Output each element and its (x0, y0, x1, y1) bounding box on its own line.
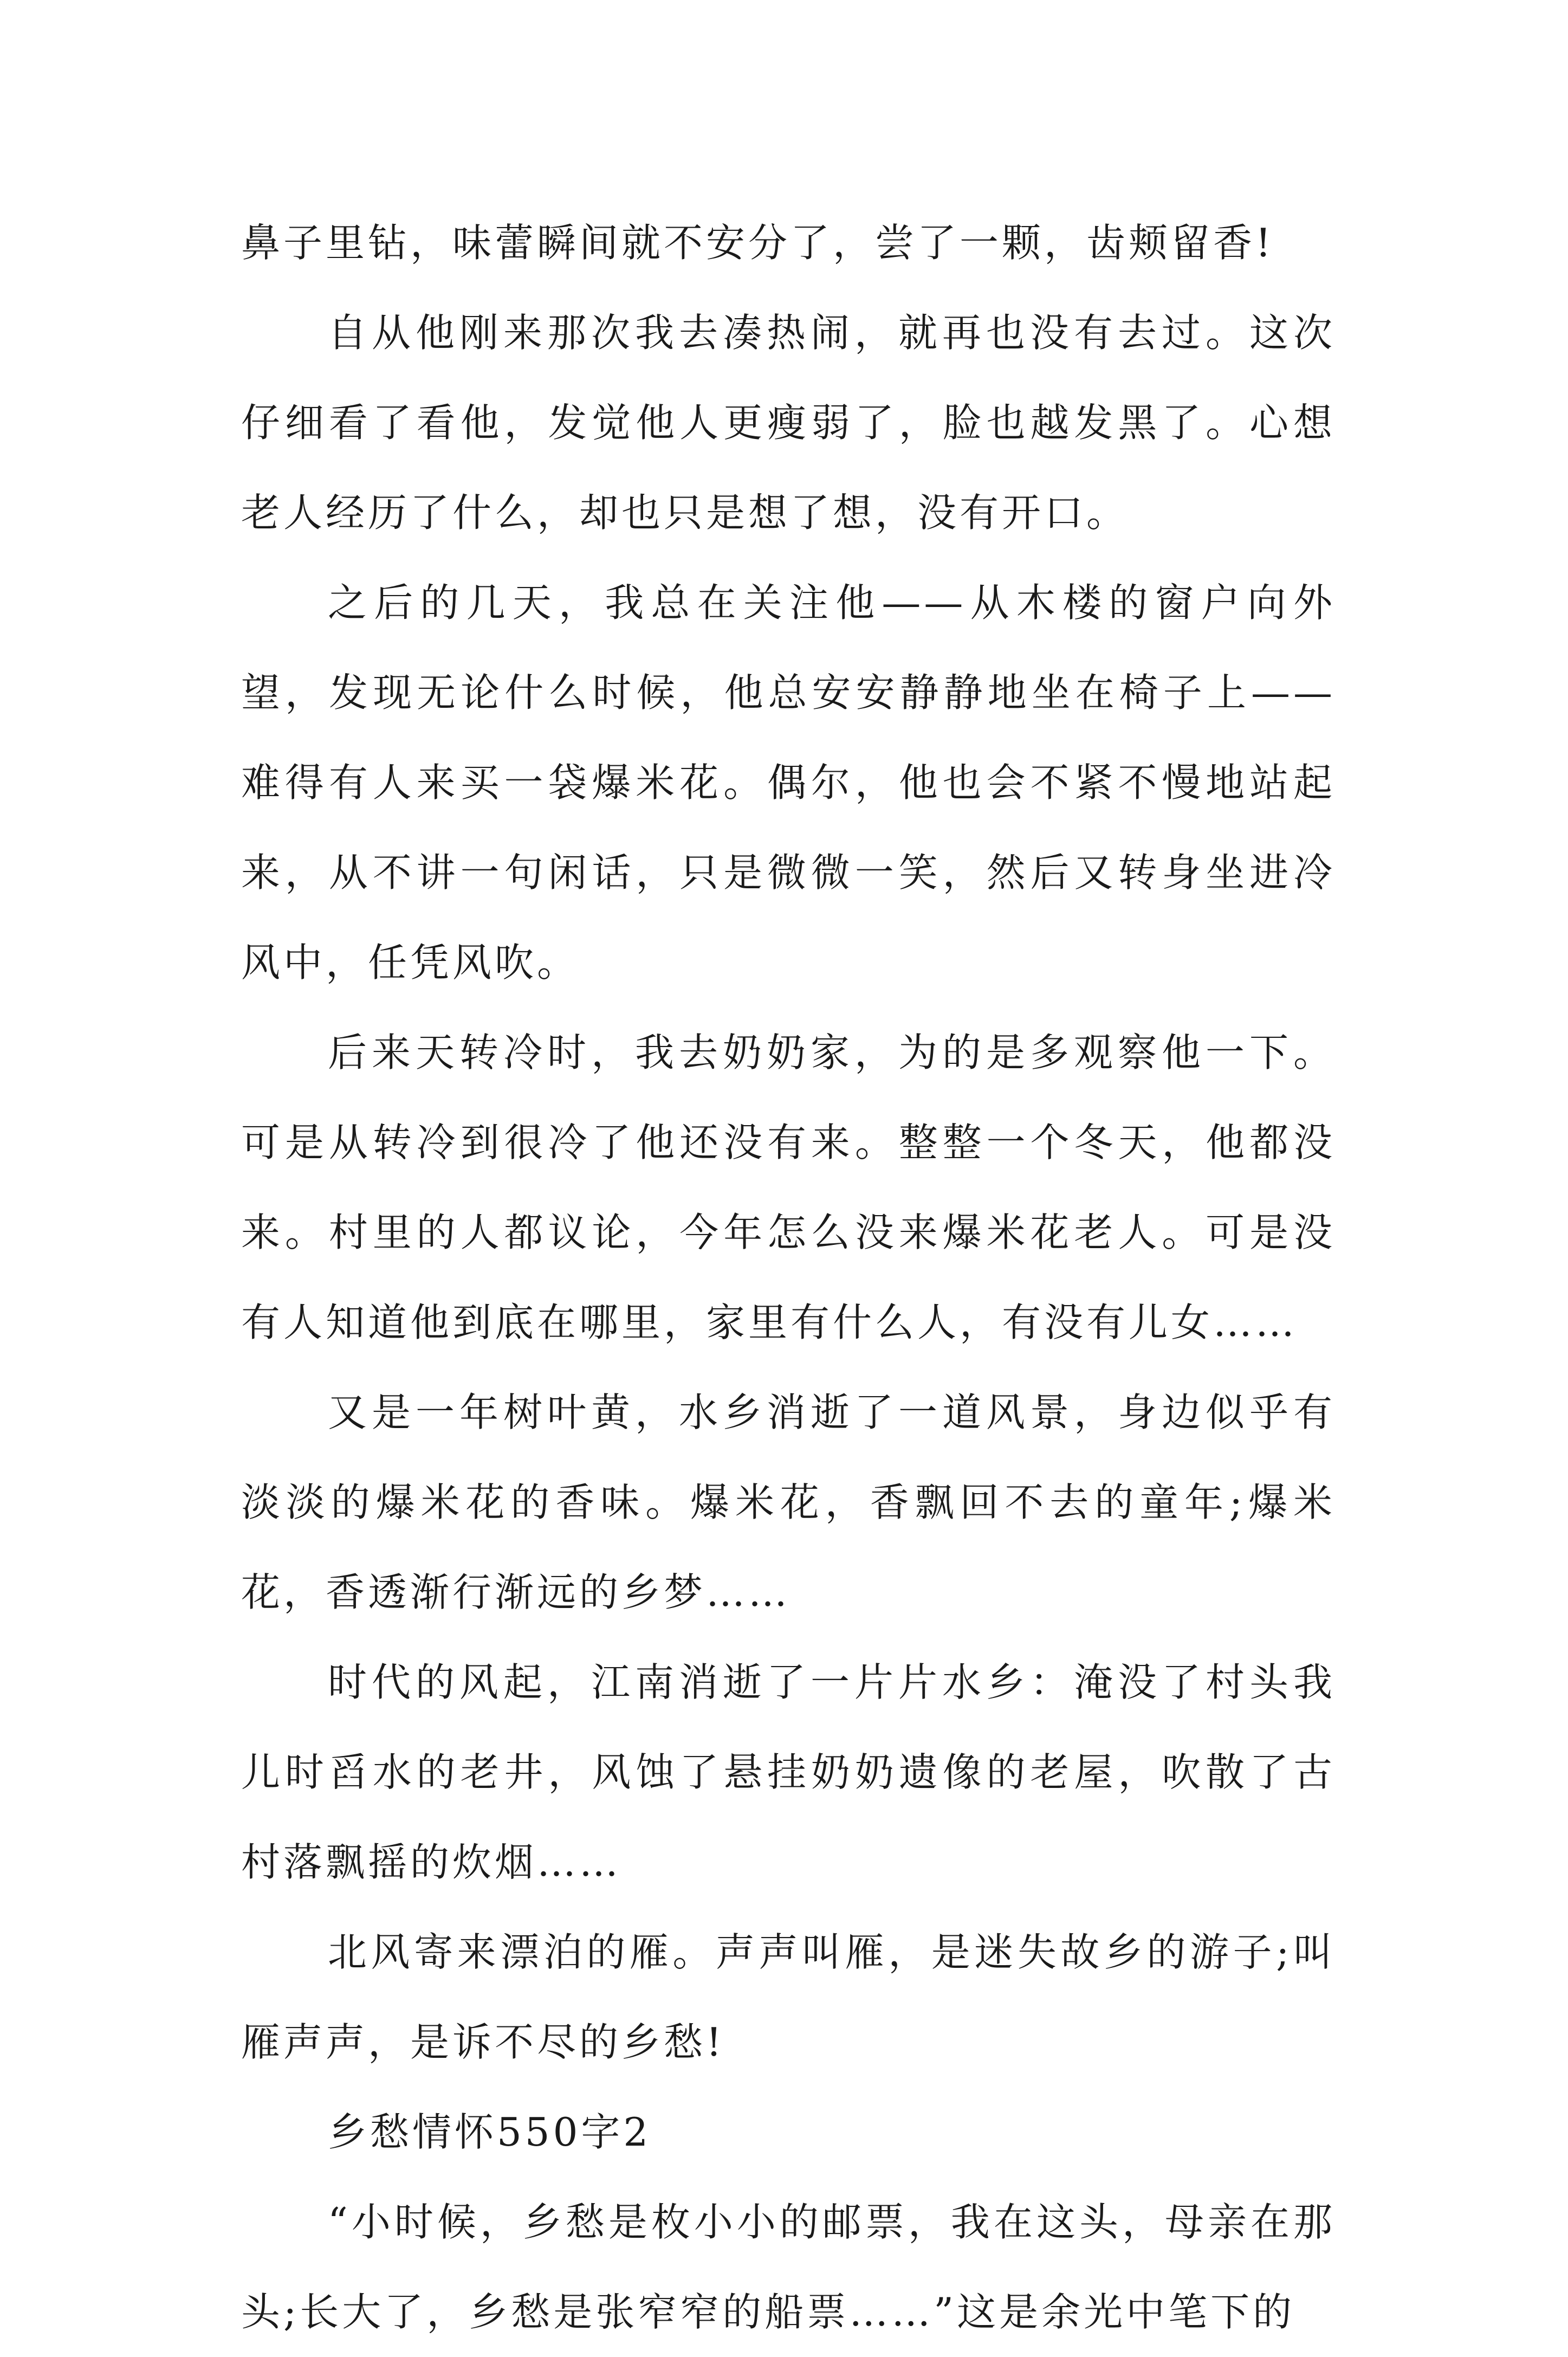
section-heading: 乡愁情怀550字2 (328, 2109, 652, 2155)
paragraph-5: 又是一年树叶黄，水乡消逝了一道风景，身边似乎有淡淡的爆米花的香味。爆米花，香飘回不去的童年;爆米花，香透渐行渐远的乡梦…… (241, 1390, 1336, 1615)
paragraph-8: “小时候，乡愁是枚小小的邮票，我在这头，母亲在那头;长大了，乡愁是张窄窄的船票……”这是余光中笔下的 (241, 2199, 1336, 2335)
document-body (241, 198, 1336, 2357)
paragraph-6: 时代的风起，江南消逝了一片片水乡：淹没了村头我儿时舀水的老井，风蚀了悬挂奶奶遗像的老屋，吹散了古村落飘摇的炊烟…… (241, 1659, 1336, 1885)
paragraph-3: 之后的几天，我总在关注他——从木楼的窗户向外望，发现无论什么时候，他总安安静静地坐在椅子上——难得有人来买一袋爆米花。偶尔，他也会不紧不慢地站起来，从不讲一句闲话，只是微微一笑，然后又转身坐进冷风中，任凭风吹。 (241, 580, 1336, 985)
paragraph-1: 鼻子里钻，味蕾瞬间就不安分了，尝了一颗，齿颊留香! (241, 220, 1274, 266)
paragraph-4: 后来天转冷时，我去奶奶家，为的是多观察他一下。可是从转冷到很冷了他还没有来。整整一个冬天，他都没来。村里的人都议论，今年怎么没来爆米花老人。可是没有人知道他到底在哪里，家里有什么人，有没有儿女…… (241, 1030, 1336, 1345)
paragraph-2: 自从他刚来那次我去凑热闹，就再也没有去过。这次仔细看了看他，发觉他人更瘦弱了，脸也越发黑了。心想老人经历了什么，却也只是想了想，没有开口。 (241, 310, 1336, 535)
paragraph-7: 北风寄来漂泊的雁。声声叫雁，是迷失故乡的游子;叫雁声声，是诉不尽的乡愁! (241, 1929, 1336, 2065)
